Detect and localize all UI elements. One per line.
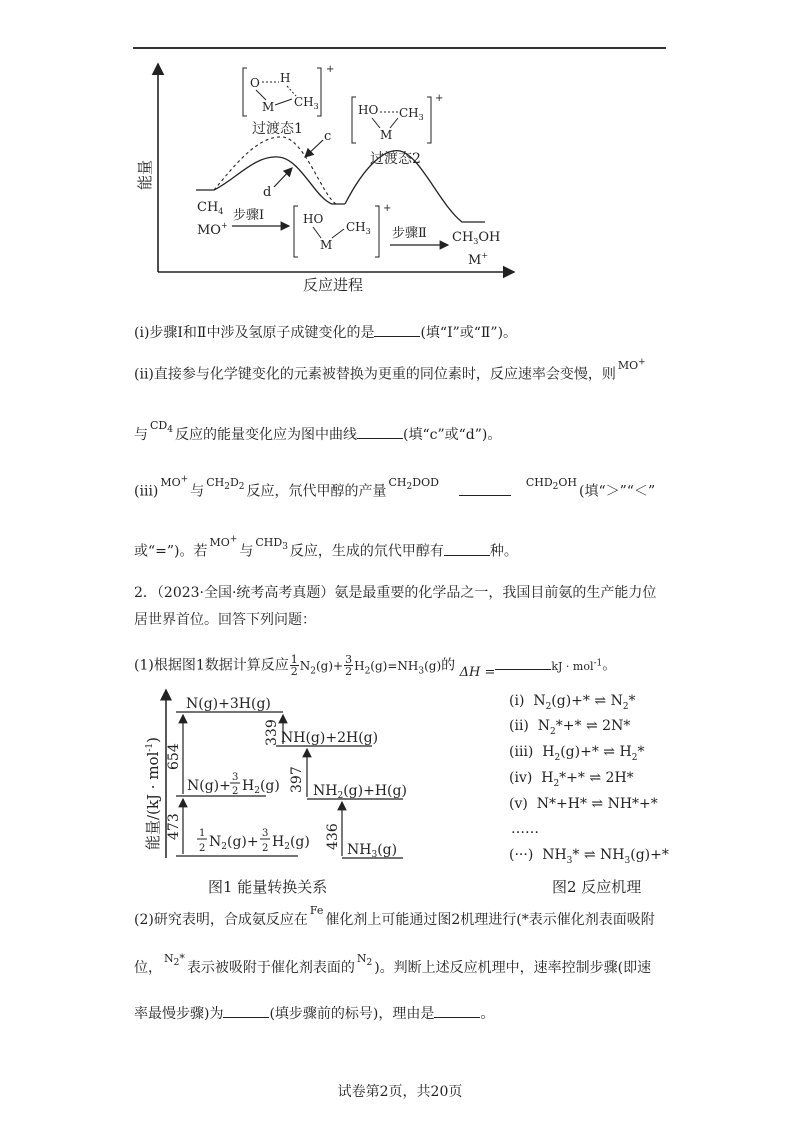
q2-part2-line1: (2)研究表明，合成氨反应在$^{Fe}$催化剂上可能通过图2机理进行(*表示催化剂表面吸附 [134, 904, 655, 928]
svg-text:1: 1 [199, 828, 206, 839]
mech-step-5: (ⅴ) N*+H* ⇌ NH*+* [509, 796, 658, 812]
ts1-label: 过渡态1 [252, 121, 303, 137]
reactant-mo: MO+ [197, 221, 228, 238]
product-m: M+ [468, 251, 489, 268]
step1-label: 步骤Ⅰ [233, 208, 265, 223]
mech-step-1: (ⅰ) $N_2(g)+*$ ⇌ $N_2*$ [509, 693, 636, 712]
mech-ellipsis: …… [511, 821, 539, 837]
level-nh3: $NH_3(g)$ [347, 842, 398, 860]
energy-339: 339 [264, 719, 280, 746]
level-n-h2: N(g)+ [187, 778, 231, 794]
q-i: (ⅰ)步骤Ⅰ和Ⅱ中涉及氢原子成键变化的是 (填“Ⅰ”或“Ⅱ”)。 [134, 325, 518, 341]
mech-step-2: (ⅱ) $N_2*+*$ ⇌ 2N* [509, 718, 631, 737]
fig1-caption: 图1 能量转换关系 [208, 878, 328, 896]
energy-473: 473 [166, 813, 182, 840]
q-ii-line2: 与$^{CD_4}$ 反应的能量变化应为图中曲线 (填“c”或“d”)。 [134, 419, 502, 443]
svg-text:M: M [380, 128, 393, 142]
step2-label: 步骤Ⅱ [392, 226, 427, 241]
equilibrium-arrow-icon: ⇌ [583, 847, 596, 863]
svg-text:2: 2 [232, 786, 239, 797]
chem-fe: Fe [309, 904, 324, 917]
chem-ch2d2: CH2D2 [206, 475, 245, 492]
svg-text:M: M [262, 100, 275, 114]
ts2-label: 过渡态2 [370, 151, 421, 167]
svg-text:HO: HO [303, 212, 324, 226]
curve-c [214, 137, 336, 204]
answer-blank[interactable] [223, 1005, 269, 1018]
mech-step-4: (ⅳ) $H_2*+*$ ⇌ 2H* [509, 770, 634, 789]
svg-text:3: 3 [232, 772, 239, 783]
level-top: N(g)+3H(g) [186, 696, 271, 712]
q-iii: (ⅲ)$^{MO^+}$与$^{CH_2D_2}$ 反应，氘代甲醇的产量$^{CH_2DOD}$ $^{CHD_2OH}$(填“＞”“＜” [134, 474, 656, 500]
q2-header-line1: 2．（2023·全国·统考高考真题）氨是最重要的化学品之一，我国目前氨的生产能力位 [134, 585, 657, 601]
level-bottom: $N_2(g)+$ [209, 834, 259, 852]
level-nh2-h: $NH_2(g)+H(g)$ [313, 783, 407, 801]
answer-blank[interactable] [434, 1005, 480, 1018]
fraction-half: $\frac{1}{2}$ [290, 653, 298, 679]
chem-mo: MO+ [617, 357, 646, 372]
chem-ch2dod: CH2DOD [388, 475, 439, 492]
q-ii-line1: (ⅱ)直接参与化学键变化的元素被替换为更重的同位素时，反应速率会变慢，则$^{MO^+}$ [134, 357, 646, 383]
pointer-d [274, 168, 292, 187]
energy-level-diagram [0, 680, 800, 900]
svg-text:H: H [280, 71, 291, 85]
reactant-ch4: $CH_4$ [197, 200, 224, 216]
intermediate [294, 203, 391, 257]
svg-text:+: + [435, 93, 444, 104]
product-ch3oh: $CH_3OH$ [452, 230, 501, 246]
equilibrium-arrow-icon: ⇌ [589, 770, 602, 786]
svg-text:+: + [326, 64, 335, 75]
fig2-caption: 图2 反应机理 [552, 878, 642, 896]
equilibrium-arrow-icon: ⇌ [594, 693, 607, 709]
answer-blank[interactable] [357, 426, 403, 439]
chem-cd4: CD4 [150, 419, 173, 436]
curve-d-label: d [263, 185, 272, 200]
svg-text:HO: HO [358, 103, 379, 117]
q2-part2-line3: 率最慢步骤)为 (填步骤前的标号)，理由是 。 [134, 1006, 495, 1022]
q2-part1: (1)根据图1数据计算反应 $\frac{1}{2}$ $N_2(g)+$ $\frac{3}{2}$ $H_2(g)=NH_3(g)$的 ΔH = kJ · mol$^{-1}$。 [134, 653, 617, 680]
chem-n2: N2 [356, 952, 373, 969]
equilibrium-arrow-icon: ⇌ [585, 718, 598, 734]
answer-blank[interactable] [374, 324, 420, 337]
answer-blank[interactable] [444, 543, 490, 556]
svg-text:O: O [250, 76, 260, 90]
svg-text:CH3: $CH_3$ [294, 95, 319, 111]
chem-mo: MO+ [209, 534, 238, 549]
level-nh-2h: NH(g)+2H(g) [281, 730, 379, 746]
answer-blank[interactable] [495, 657, 551, 670]
svg-text:CH3: $CH_3$ [346, 220, 371, 236]
svg-text:M: M [320, 238, 333, 252]
chem-chd3: CHD3 [255, 535, 288, 552]
svg-text:2: 2 [262, 843, 269, 854]
transition-state-2 [352, 93, 443, 143]
page-footer: 试卷第2页，共20页 [337, 1084, 463, 1100]
q2-header-line2: 居世界首位。回答下列问题： [134, 612, 316, 628]
y-axis-label: 能量 [136, 159, 154, 190]
q-iv: 或“=”)。若$^{MO^+}$与$^{CHD_3}$ 反应，生成的氘代甲醇有 种。 [134, 534, 518, 560]
energy-654: 654 [166, 743, 182, 770]
equilibrium-arrow-icon: ⇌ [591, 796, 604, 812]
reaction-energy-diagram [0, 0, 800, 300]
svg-text:H2(g): $H_2(g)$ [242, 778, 280, 796]
svg-text:2: 2 [199, 843, 206, 854]
chem-mo: MO+ [160, 474, 189, 489]
energy-397: 397 [289, 766, 305, 793]
transition-state-1 [243, 64, 334, 116]
x-axis-label: 反应进程 [303, 276, 364, 294]
chem-n2-star: N2* [164, 952, 185, 969]
svg-text:3: 3 [262, 828, 269, 839]
pointer-c [305, 140, 323, 157]
energy-436: 436 [325, 823, 341, 850]
equilibrium-arrow-icon: ⇌ [603, 744, 616, 760]
curve-c-label: c [324, 129, 332, 144]
mech-step-3: (ⅲ) $H_2(g)+*$ ⇌ $H_2*$ [509, 744, 645, 763]
chem-chd2oh: CHD2OH [525, 475, 578, 492]
svg-text:+: + [383, 203, 392, 214]
svg-text:CH3: $CH_3$ [399, 106, 424, 122]
energy-axis-label: 能量/(kJ · mol$^{-1}$) [144, 736, 162, 850]
svg-text:H2(g): $H_2(g)$ [272, 834, 310, 852]
q2-part2-line2: 位，$^{N_2*}$表示被吸附于催化剂表面的$^{N_2}$ )。判断上述反应机理中，速率控制步骤(即速 [134, 952, 652, 976]
fraction-three-halves: $\frac{3}{2}$ [345, 653, 353, 679]
answer-blank[interactable] [459, 483, 511, 496]
mech-step-last: (···) $NH_3*$ ⇌ $NH_3(g)+*$ [509, 847, 669, 866]
